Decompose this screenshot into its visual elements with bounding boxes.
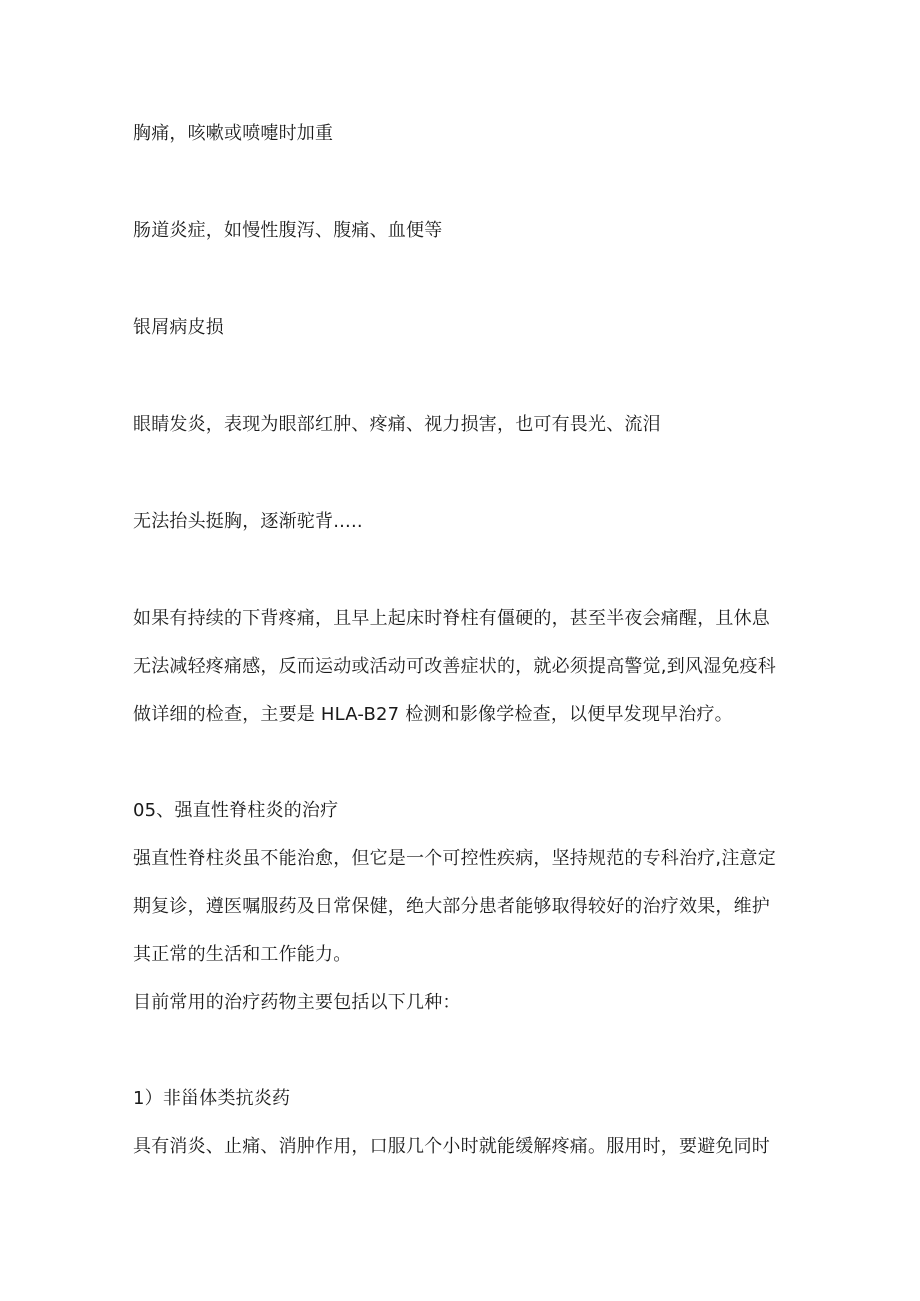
drugs-intro: 目前常用的治疗药物主要包括以下几种： <box>133 992 461 1013</box>
advice-line: 做详细的检查，主要是 HLA-B27 检测和影像学检查，以便早发现早治疗。 <box>133 704 733 725</box>
symptom-eye: 眼睛发炎，表现为眼部红肿、疼痛、视力损害，也可有畏光、流泪 <box>133 414 661 435</box>
advice-line: 如果有持续的下背疼痛，且早上起床时脊柱有僵硬的，甚至半夜会痛醒，且休息 <box>133 608 770 629</box>
symptom-hunchback: 无法抬头挺胸，逐渐驼背..... <box>133 511 363 532</box>
treatment-intro-line: 强直性脊柱炎虽不能治愈，但它是一个可控性疾病，坚持规范的专科治疗,注意定 <box>133 848 776 869</box>
section-title: 05、强直性脊柱炎的治疗 <box>133 800 339 821</box>
symptom-chest-pain: 胸痛，咳嗽或喷嚏时加重 <box>133 123 334 144</box>
subsection-title: 1）非甾体类抗炎药 <box>133 1088 291 1109</box>
subsection-text: 具有消炎、止痛、消肿作用，口服几个小时就能缓解疼痛。服用时，要避免同时 <box>133 1136 770 1157</box>
advice-line: 无法减轻疼痛感，反而运动或活动可改善症状的，就必须提高警觉,到风湿免疫科 <box>133 656 776 677</box>
symptom-psoriasis: 银屑病皮损 <box>133 317 224 338</box>
symptom-intestinal: 肠道炎症，如慢性腹泻、腹痛、血便等 <box>133 220 443 241</box>
treatment-intro-line: 其正常的生活和工作能力。 <box>133 944 352 965</box>
treatment-intro-line: 期复诊，遵医嘱服药及日常保健，绝大部分患者能够取得较好的治疗效果，维护 <box>133 896 770 917</box>
